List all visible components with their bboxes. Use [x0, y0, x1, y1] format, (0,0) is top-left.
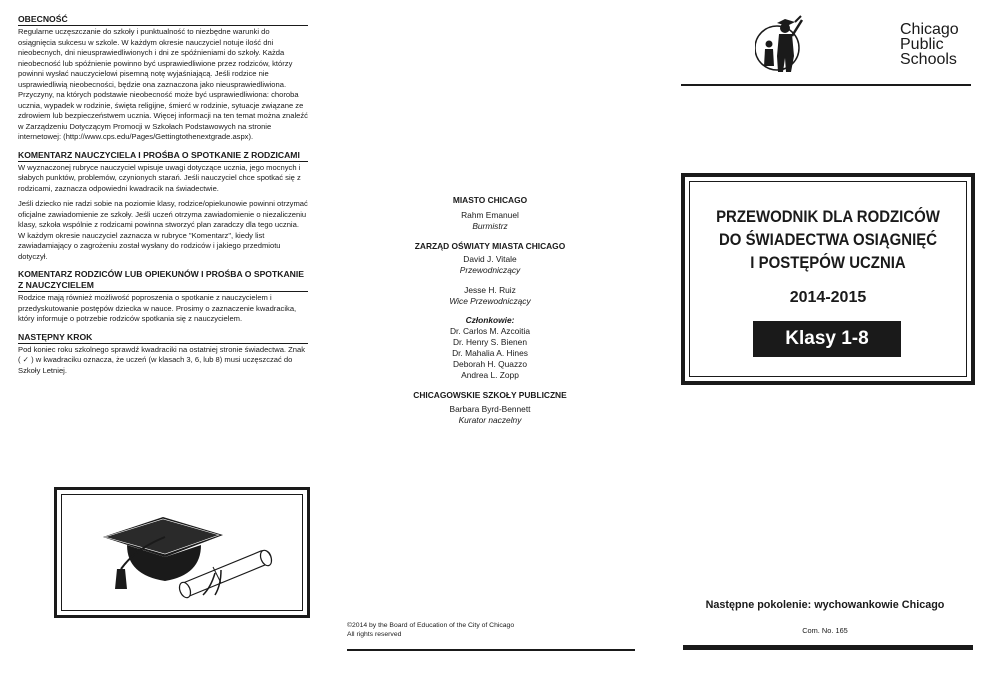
- copyright-line: ©2014 by the Board of Education of the City of Chicago: [347, 622, 515, 629]
- cps-figures-logo-icon: [755, 12, 819, 76]
- section-paragraph: Pod koniec roku szkolnego sprawdź kwadraciki na ostatniej stronie świadectwa. Znak ( ✓ ) w kwadraciku oznacza, że uczeń (w klasach 3, 6, lub 8) musi uczęszczać do Szkoły Letniej.: [18, 344, 306, 375]
- logo-text-line: Public: [900, 36, 944, 53]
- copyright: [347, 621, 514, 639]
- guide-title: [702, 205, 954, 274]
- divider: [347, 649, 635, 651]
- section-title: OBECNOŚĆ: [18, 12, 308, 26]
- member-name: Dr. Mahalia A. Hines: [452, 348, 528, 358]
- divider: [683, 645, 973, 650]
- section-title: NASTĘPNY KROK: [18, 330, 308, 344]
- section-paragraph: Jeśli dziecko nie radzi sobie na poziomie klasy, rodzice/opiekunowie powinni otrzymać oficjalne zawiadomienie ze szkoły. Jeśli uczeń otrzyma zawiadomienie o niezaliczeniu klasy, szkoła wspólnie z rodzicami powinna stworzyć plan zaradczy dla tego ucznia. W każdym okresie nauczyciel zaznacza w rubryce "Komentarz", kiedy list zawiadamiający o zagrożeniu został wysłany do rodziców i jakiego przedmiotu dotyczył.: [18, 199, 308, 261]
- right-column: [675, 0, 975, 673]
- member-name: Dr. Carlos M. Azcoitia: [449, 326, 531, 336]
- member-name: Dr. Henry S. Bienen: [452, 337, 527, 347]
- title-line: DO ŚWIADECTWA OSIĄGNIĘĆ: [718, 230, 938, 249]
- title-line: I POSTĘPÓW UCZNIA: [750, 253, 906, 272]
- president-role: Przewodniczący: [459, 265, 521, 275]
- city-heading: MIASTO CHICAGO: [452, 195, 528, 205]
- mayor-role: Burmistrz: [472, 221, 508, 231]
- graduation-image-frame: [54, 487, 310, 618]
- board-heading: ZARZĄD OŚWIATY MIASTA CHICAGO: [414, 241, 566, 251]
- schools-heading: CHICAGOWSKIE SZKOŁY PUBLICZNE: [413, 390, 567, 400]
- ceo-role: Kurator naczelny: [458, 415, 522, 425]
- section-next-step: [18, 330, 308, 377]
- divider: [681, 84, 971, 86]
- vice-president-name: Jesse H. Ruiz: [464, 285, 516, 295]
- cps-logo: [755, 8, 975, 78]
- section-teacher-comment: [18, 148, 308, 263]
- vice-president-role: Wice Przewodniczący: [449, 296, 531, 306]
- mayor-name: Rahm Emanuel: [461, 210, 519, 220]
- middle-column: [340, 0, 640, 673]
- left-column: [18, 0, 308, 673]
- member-name: Andrea L. Zopp: [461, 370, 519, 380]
- section-attendance: [18, 12, 308, 143]
- section-paragraph: W wyznaczonej rubryce nauczyciel wpisuje uwagi dotyczące ucznia, jego mocnych i słabych punktów, problemów, czynionych starań. Jeśli nauczyciel chce spotkać się z rodzicami, zaznacza odpowiedni kwadracik na świadectwie.: [18, 162, 301, 193]
- logo-text-line: Schools: [900, 51, 957, 68]
- section-title: KOMENTARZ RODZICÓW LUB OPIEKUNÓW I PROŚBA O SPOTKANIE Z NAUCZYCIELEM: [18, 267, 308, 292]
- title-line: PRZEWODNIK DLA RODZICÓW: [716, 207, 940, 226]
- section-title: KOMENTARZ NAUCZYCIELA I PROŚBA O SPOTKANIE Z RODZICAMI: [18, 148, 308, 162]
- tagline: Następne pokolenie: wychowankowie Chicago: [705, 599, 945, 611]
- school-year: 2014-2015: [789, 289, 867, 306]
- president-name: David J. Vitale: [463, 254, 517, 264]
- copyright-line: All rights reserved: [347, 631, 402, 638]
- graduation-cap-diploma-icon: [65, 497, 301, 608]
- members-heading: Członkowie:: [465, 315, 515, 325]
- section-parent-comment: [18, 267, 308, 325]
- ceo-name: Barbara Byrd-Bennett: [449, 404, 531, 414]
- com-number: Com. No. 165: [802, 626, 848, 635]
- grades-badge: Klasy 1-8: [753, 321, 901, 357]
- member-name: Deborah H. Quazzo: [452, 359, 528, 369]
- section-paragraph: Rodzice mają również możliwość poproszenia o spotkanie z nauczycielem i przedyskutowanie postępów dziecka w nauce. Prosimy o zaznaczenie kwadracika, który informuje o potrzebie rodziców spotkania się z nauczycielem.: [18, 293, 297, 323]
- logo-text-line: Chicago: [900, 21, 959, 38]
- section-paragraph: Regularne uczęszczanie do szkoły i punktualność to niezbędne warunki do osiągnięcia sukcesu w szkole. W każdym okresie nauczyciel notuje ilość dni nieobecnych, dni nieusprawiedliwionych i dni ze spóźnieniami do szkoły. Każda nieobecność lub spóźnienie powinno być usprawiedliwione przez rodziców, którzy powinni wysłać nauczycielowi pisemną notę wyjaśniającą. Jeśli rodzice nie usprawiedliwią nieobecności, będzie ona zaznaczona jako nieusprawiedliwiona. Przyczyny, na których podstawie nieobecność może być usprawiedliwiona: choroba ucznia, wypadek w rodzinie, święta religijne, śmierć w rodzinie, sytuacje związane ze zdrowiem lub bezpieczeństwem ucznia. Więcej informacji na ten temat można znaleźć w Zarządzeniu Dotyczącym Promocji w Szkołach Podstawowych na stronie internetowej: (http://www.cps.edu/Pages/Gettingtothenextgrade.aspx).: [18, 27, 308, 141]
